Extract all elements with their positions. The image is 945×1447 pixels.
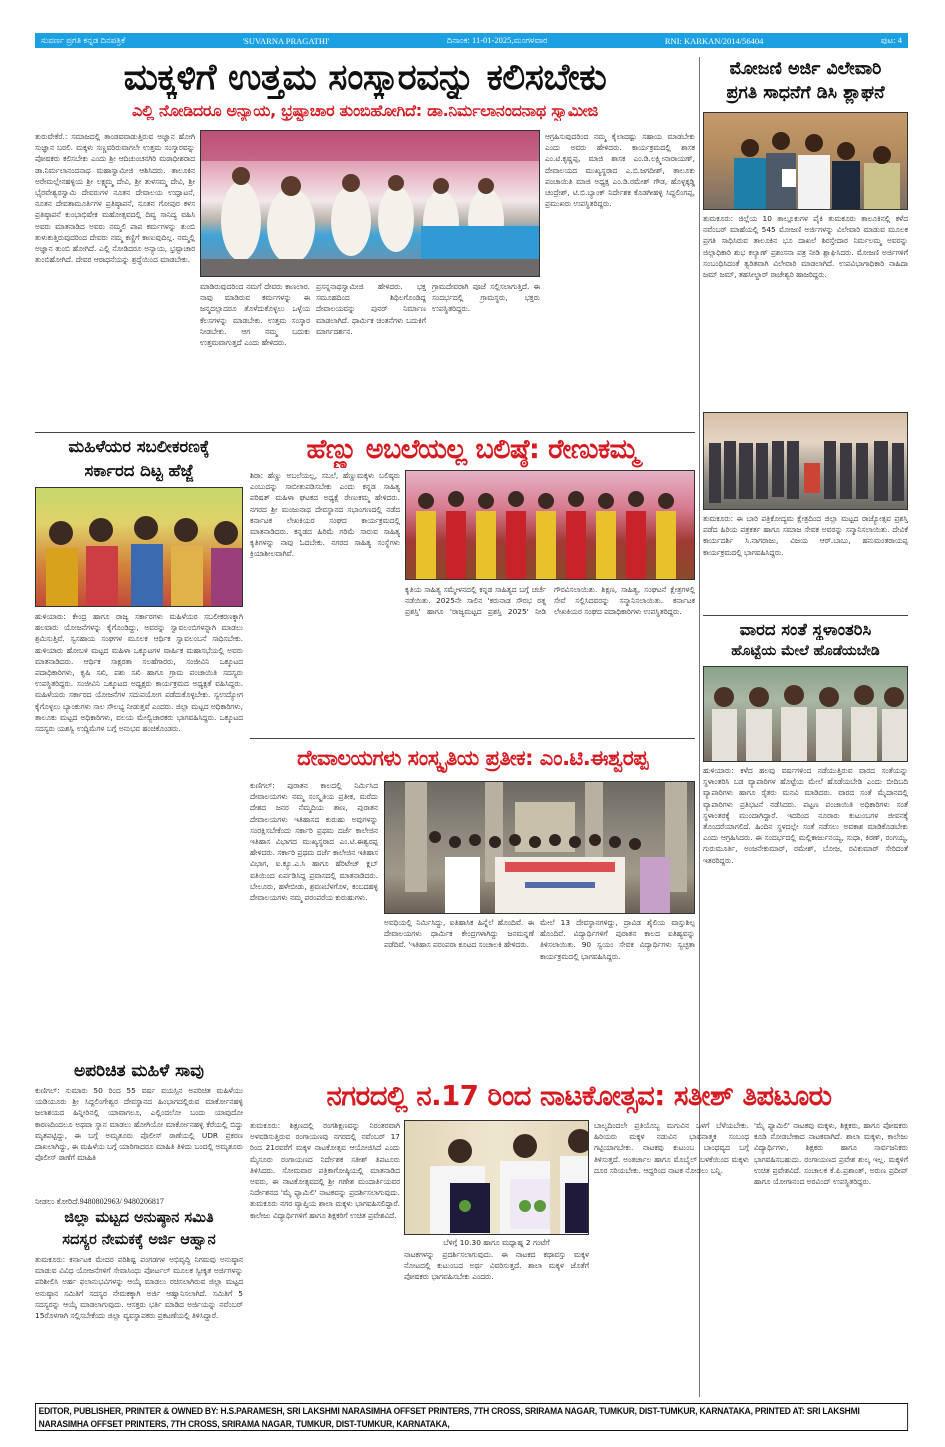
drama-headline: ನಗರದಲ್ಲಿ ನ.17 ರಿಂದ ನಾಟಕೋತ್ಸವ: ಸತೀಶ್ ತಿಪಟೂರು	[326, 1080, 832, 1112]
photo-crowd-icon	[704, 667, 908, 762]
felicitation-photo	[703, 412, 908, 510]
photo-awardees-icon	[406, 471, 695, 580]
drama-column-4: 'ಮೈ ಫ್ಯಾಮಿಲಿ' ನಾಟಕವು ಮಕ್ಕಳು, ಶಿಕ್ಷಕರು, ಹಾಗೂ ಪೋಷಕರು ಕೂಡಿ ನೋಡಬೇಕಾದ ನಾಟಕವಾಗಿದೆ. ಶಾಲಾ ಮಕ್ಕಳು, ಕಾಲೇಜು ವಿದ್ಯಾರ್ಥಿಗಳು, ಶಿಕ್ಷಕರು ಹಾಗೂ ಸಾರ್ವಜನಿಕರು ಭಾಗವಹಿಸಬಹುದು. ರಂಗಾಯಣದ ಪ್ರವೇಶ ಶುಲ್ಕ ಇಲ್ಲ. ಮಕ್ಕಳಿಗೆ ಉಚಿತ ಪ್ರವೇಶವಿದೆ. ಸಂಚಾಲಕ ಕೆ.ಪಿ.ಪ್ರಶಾಂತ್, ಅರುಣ ಪ್ರದೀಪ್ ಹಾಗೂ ಯೋಗಾನಂದ ಅರವಿಂದ್ ಉಪಸ್ಥಿತರಿದ್ದರು.	[754, 1121, 908, 1187]
masthead-title: 'SUVARNA PRAGATHI'	[242, 35, 330, 46]
photo-students-icon	[385, 782, 695, 914]
deputy-photo-certificate	[703, 112, 908, 210]
photo-women-icon	[36, 488, 243, 607]
renukamma-headline: ಹೆಣ್ಣು ಅಬಲೆಯಲ್ಲ ಬಲಿಷ್ಠೆ: ರೇಣುಕಮ್ಮ	[306, 434, 639, 465]
lead-column-5: ಆಗ್ರಹಿಸುವುದರಿಂದ ನಮ್ಮ ಕೈಲಾದಷ್ಟು ಸಹಾಯ ಮಾಡಬೇಕು ಎಂದು ಅವರು ಹೇಳಿದರು. ಕಾರ್ಯಕ್ರಮದಲ್ಲಿ ಶಾಸಕ ಎಂ.ಟಿ.ಕೃಷ್ಣಪ್ಪ, ಮಾಜಿ ಶಾಸಕ ಎಂ.ಡಿ.ಲಕ್ಷ್ಮೀನಾರಾಯಣ್, ದೇವಾಲಯದ ಮುಖ್ಯಸ್ಥರಾದ ಎ.ಬಿ.ಜಗದೀಶ್, ತಾಲೂಕು ಪಂಚಾಯಿತಿ ಮಾಜಿ ಅಧ್ಯಕ್ಷ ಎಂ.ಡಿ.ರಮೇಶ್ ಗೌಡ, ಹೊಳ್ಳಕ್ಕಡ್ಡಿ ಚಂದ್ರೇಶ್, ಟಿ.ಬಿ.ಬ್ಯಾಂಕ್ ನಿರ್ದೇಶಕ ಕೊಡಗೀಹಳ್ಳಿ ಸಿದ್ದಲಿಂಗಪ್ಪ, ಪ್ರಮುಖರು ಉಪಸ್ಥಿತರಿದ್ದರು.	[545, 132, 695, 209]
lead-column-3: ಪ್ರಸನ್ನನಾಥಸ್ವಾಮೀಜಿ ಹೇಳಿದರು. ಭಕ್ತ ಸಮೂಹದಿಂದ ಶಿಥಿಲಗೊಂಡಿದ್ದ ದೇವಾಲಯವನ್ನು ಪುನರ್ ನಿರ್ಮಾಣ ಮಾಡಲಾಗಿದೆ. ಧಾರ್ಮಿಕ ಚಿಂತನೆಗಳು ಬದುಕಿಗೆ ಮಾರ್ಗದರ್ಶನ.	[316, 282, 426, 336]
unknown-woman-contact: ನೀಡಲು ಕೋರಿದೆ.9480802963/ 9480206817	[35, 1197, 164, 1206]
santhe-photo-protest	[703, 666, 908, 762]
santhe-headline-line1: ವಾರದ ಸಂತೆ ಸ್ಥಳಾಂತರಿಸಿ	[739, 620, 872, 639]
committee-headline-line2: ಸದಸ್ಯರ ನೇಮಕಕ್ಕೆ ಅರ್ಜಿ ಆಹ್ವಾನ	[62, 1232, 216, 1248]
masthead-bar	[35, 33, 908, 48]
masthead-rni: RNI: KARKAN/2014/56404	[664, 35, 764, 46]
lead-photo-seer-stage	[200, 130, 540, 277]
unknown-woman-text: ಕುಣಿಗಲ್: ಸುಮಾರು 50 ರಿಂದ 55 ವರ್ಷ ವಯಸ್ಸಿನ ಅಪರಿಚಿತ ಮಹಿಳೆಯು ಯಡಿಯೂರು ಶ್ರೀ ಸಿದ್ದಲಿಂಗೇಶ್ವರ ದೇವಸ್ಥಾನದ ಹಿಂಭಾಗದಲ್ಲಿರುವ ಮಾರ್ಕೋನಹಳ್ಳಿ ಜಲಾಶಯದ ಹಿನ್ನೀರಿನಲ್ಲಿ ಯಾವಾಗಲೂ, ಎಲ್ಲಿಂದಲೋ ಬಂದು ಯಾವುದೋ ಕಾರಣದಿಂದಲೂ ಅಥವಾ ಸ್ನಾನ ಮಾಡಲು ಹೋಗಿಯೋ ಮಾರ್ಕೋನಹಳ್ಳಿ ಕೆರೆಯಲ್ಲಿ ಬಿದ್ದು ಮೃತಪಟ್ಟಿದ್ದು, ಈ ಬಗ್ಗೆ ಅಮೃತೂರು ಪೊಲೀಸ್ ಠಾಣೆಯಲ್ಲಿ UDR ಪ್ರಕರಣ ದಾಖಲಾಗಿದ್ದು, ಈ ಮಹಿಳೆಯ ಬಗ್ಗೆ ಯಾರಿಗಾದರೂ ಮಾಹಿತಿ ತಿಳಿದು ಬಂದಲ್ಲಿ ಅಮೃತೂರು ಪೊಲೀಸ್ ಠಾಣೆಗೆ ಮಾಹಿತಿ	[35, 1086, 243, 1163]
footer-imprint: EDITOR, PUBLISHER, PRINTER & OWNED BY: H.S.PARAMESH, SRI LAKSHMI NARASIMHA OFFSET PRINTERS, 7TH CROSS, SRIRAMA NAGAR, TUMKUR, DIST-TUMKUR, KARNATAKA, PRINTED AT: SRI LAKSHMI NARASIMHA OFFSET PRINTERS, 7TH CROSS, SRIRAMA NAGAR, TUMKUR, DIST-TUMKUR, KARNATAKA,	[35, 1403, 908, 1431]
drama-column-3: ಬಾಲ್ಯದಿಂದಲೇ ಪ್ರತಿಯೊಬ್ಬ ಮಗುವಿನ ಒಳಗೆ ಬೆಳೆಯಬೇಕು. ಹಿರಿಯರು ಮಕ್ಕಳ ನಡುವಿನ ಭಾವನಾತ್ಮಕ ಸಂಬಂಧ ಗಟ್ಟಿಯಾಗಬೇಕು. ನಾಟಕವು ಕುಟುಂಬ ಬಾಂಧವ್ಯದ ಬಗ್ಗೆ ತಿಳಿಸುತ್ತದೆ. ಅಂತರ್ಜಾಲ ಹಾಗೂ ಮೊಬೈಲ್ ಬಳಕೆಯಿಂದ ಮಕ್ಕಳು ದೂರ ಸರಿಯಬೇಕು. ಆದ್ದರಿಂದ ನಾಟಕ ನೋಡಲು ಬನ್ನಿ.	[594, 1121, 749, 1175]
section-divider	[703, 615, 908, 616]
lead-column-1: ತುರುವೇಕೆರೆ.: ಸಮಾಜದಲ್ಲಿ ತಾಂಡವವಾಡುತ್ತಿರುವ ಅಜ್ಞಾನ ಹೋಗಿ ಸುಜ್ಞಾನ ಬರಲಿ. ಮಕ್ಕಳು ಸಣ್ಣವರಿರುವಾಗಲೇ ಉತ್ತಮ ಸಂಸ್ಕಾರವನ್ನು ಪೋಷಕರು ಕಲಿಸಬೇಕು ಎಂದು ಶ್ರೀ ಆದಿಚುಂಚನಗಿರಿ ಮಠಾಧೀಶರಾದ ಡಾ.ನಿರ್ಮಲಾನಂದನಾಥ ಮಹಾಸ್ವಾಮೀಜಿ ಆಶಿಸಿದರು. ತಾಲೂಕಿನ ಅರೇಮಲ್ಲೇನಹಳ್ಳಿಯ ಶ್ರೀ ಲಕ್ಷ್ಮಮ್ಮ ದೇವಿ, ಶ್ರೀ ತುಳಸಮ್ಮ ದೇವಿ, ಶ್ರೀ ಭೈರವೇಶ್ವರಸ್ವಾಮಿ ದೇವರುಗಳ ನೂತನ ದೇವಾಲಯ ಉದ್ಘಾಟನೆ, ನೂತನ ದೇವತಾಮೂರ್ತಿಗಳ ಪ್ರತಿಷ್ಠಾಪನೆ, ನೂತನ ಗೋಪುರ ಕಳಸ ಪ್ರತಿಷ್ಠಾಪನೆ ಕುಂಭಾಭಿಷೇಕ ಮಹೋತ್ಸವದಲ್ಲಿ ದಿವ್ಯ ಸಾನಿದ್ಯ ವಹಿಸಿ ಅವರು ಮಾತನಾಡಿದ ಅವರು ನಮ್ಮಲಿ ಪಾಪ ಕರ್ಮಗಳನ್ನು ತುಂಬಿ ತುಳುಕುತ್ತಿರುವುದರಿಂದ ದೇವರು ನಮ್ಮ ಕಣ್ಣಿಗೆ ಕಾಣುವುದಿಲ್ಲ. ನಮ್ಮಲ್ಲಿ ಅಜ್ಞಾನ ತುಂಬಿ ಹೋಗಿದೆ. ಎಲ್ಲಿ ನೋಡಿದರೂ ಅನ್ಯಾಯ, ಭ್ರಷ್ಟಾಚಾರ ತುಂಬಿಹೋಗಿದೆ. ದೇವರ ಆರಾಧನೆಯನ್ನು ಶ್ರದ್ಧೆಯಿಂದ ಮಾಡಬೇಕು.	[35, 132, 195, 265]
lead-headline: ಮಕ್ಕಳಿಗೆ ಉತ್ತಮ ಸಂಸ್ಕಾರವನ್ನು ಕಲಿಸಬೇಕು	[123, 57, 607, 98]
renukamma-column-2: ಕೃತಿಯ ಸಾಹಿತ್ಯ ಸಮ್ಮೇಳನದಲ್ಲಿ ಕನ್ನಡ ಸಾಹಿತ್ಯದ ಬಗ್ಗೆ ಚರ್ಚೆ ನಡೆಯಿತು. 2025ನೇ ಸಾಲಿನ 'ಕರುನಾಡ ಸೌರಭ ರತ್ನ ಪ್ರಶಸ್ತಿ' ಹಾಗೂ 'ರಾಜ್ಯಮಟ್ಟದ ಪ್ರಶಸ್ತಿ 2025' ನೀಡಿ ಗೌರವಿಸಲಾಯಿತು. ಶಿಕ್ಷಣ, ಸಾಹಿತ್ಯ, ಸಂಘಟನೆ ಕ್ಷೇತ್ರಗಳಲ್ಲಿ ಸೇವೆ ಸಲ್ಲಿಸಿದವರನ್ನು ಸನ್ಮಾನಿಸಲಾಯಿತು. ಕರ್ನಾಟಕ ಲೇಖಕಿಯರ ಸಂಘದ ಪದಾಧಿಕಾರಿಗಳು ಉಪಸ್ಥಿತರಿದ್ದರು.	[405, 585, 695, 617]
section-divider	[250, 738, 695, 739]
masthead-page-number: ಪುಟ: 4	[880, 35, 902, 45]
women-headline-line1: ಮಹಿಳೆಯರ ಸಬಲೀಕರಣಕ್ಕೆ	[68, 437, 210, 456]
masthead-paper-name: ಸುವರ್ಣ ಪ್ರಗತಿ ಕನ್ನಡ ದಿನಪತ್ರಿಕೆ	[41, 35, 126, 45]
committee-article-text: ತುಮಕೂರು: ಕರ್ನಾಟಕ ಮೇದರ ಪರಿಶಿಷ್ಟ ಪಂಗಡಗಳ ಅಭಿವೃದ್ಧಿ ನಿಗಮವು ಅನುಷ್ಠಾನ ಮಾಡುವ ವಿವಿಧ ಯೋಜನೆಗಳಿಗೆ ಸೇವಾಸಿಂಧು ಪೋರ್ಟಲ್ ಮೂಲಕ ಸ್ವೀಕೃತ ಅರ್ಜಿಗಳನ್ನು ಪರಿಶೀಲಿಸಿ ಅರ್ಹ ಫಲಾನುಭವಿಗಳನ್ನು ಆಯ್ಕೆ ಮಾಡಲು ರಚಿಸಲಾಗಿರುವ ಜಿಲ್ಲಾ ಮಟ್ಟದ ಅನುಷ್ಠಾನ ಸಮಿತಿಗೆ ಸದಸ್ಯರ ನೇಮಕಕ್ಕಾಗಿ ಅರ್ಜಿ ಆಹ್ವಾನಿಸಲಾಗಿದೆ. ಸಮಿತಿಗೆ 5 ಸದಸ್ಯರನ್ನು ಆಯ್ಕೆ ಮಾಡಲಾಗುವುದು. ಆಸಕ್ತರು ಭರ್ತಿ ಮಾಡಿದ ಅರ್ಜಿಯನ್ನು ನವೆಂಬರ್ 15ರೊಳಗಾಗಿ ಸಲ್ಲಿಸಬೇಕೆಂದು ಜಿಲ್ಲಾ ವ್ಯವಸ್ಥಾಪಕರು ಪ್ರಕಟಣೆಯಲ್ಲಿ ತಿಳಿಸಿದ್ದಾರೆ.	[35, 1255, 243, 1321]
felicitation-text: ತುಮಕೂರು: ಈ ಬಾರಿ ಪತ್ರಿಕೋದ್ಯಮ ಕ್ಷೇತ್ರದಿಂದ ಜಿಲ್ಲಾ ಮಟ್ಟದ ರಾಜ್ಯೋತ್ಸವ ಪ್ರಶಸ್ತಿ ಪಡೆದ ಹಿರಿಯ ಪತ್ರಕರ್ತ ಹಾಗೂ ಸಮಾಜ ಸೇವಕ ಅವರನ್ನು ಸನ್ಮಾನಿಸಲಾಯಿತು. ದೇವಿಕೆ ಕಾರ್ಯದರ್ಶಿ ಸಿ.ನಾಗರಾಜು, ವಿಜಯ ಆರ್.ಬಾಬು, ಹನುಮಂತರಾಯಪ್ಪ ಕಾರ್ಯಕ್ರಮದಲ್ಲಿ ಭಾಗವಹಿಸಿದ್ದರು.	[703, 514, 908, 557]
renukamma-column-1: ಶಿರಾ: ಹೆಣ್ಣು ಅಬಲೆಯಲ್ಲ, ಸಬಲೆ, ಹೆಣ್ಣುಮಕ್ಕಳು ಬಲಿಷ್ಠರು ಎಂಬುದನ್ನು ಸಾಬೀತುಪಡಿಸಬೇಕು ಎಂದು ಕನ್ನಡ ಸಾಹಿತ್ಯ ಪರಿಷತ್ ಮಹಿಳಾ ಘಟಕದ ಅಧ್ಯಕ್ಷೆ ರೇಣುಕಮ್ಮ ಹೇಳಿದರು. ನಗರದ ಶ್ರೀ ಮಂಜುನಾಥ ದೇವಸ್ಥಾನದ ಸಭಾಂಗಣದಲ್ಲಿ ನಡೆದ ಕರ್ನಾಟಕ ಲೇಖಕಿಯರ ಸಂಘದ ಕಾರ್ಯಕ್ರಮದಲ್ಲಿ ಮಾತನಾಡಿದರು. ಕನ್ನಡದ ಹಿರಿಮೆ ಗರಿಮೆ ಸಾರುವ ಸಾಹಿತ್ಯ ಕೃತಿಗಳನ್ನು ನಾವು ಓದಬೇಕು. ನಗರದ ಸಾಹಿತ್ಯ ಸಂಸ್ಥೆಗಳು ಕ್ರಿಯಾಶೀಲವಾಗಿವೆ.	[250, 471, 400, 559]
drama-column-2: ನಾಟಕಗಳನ್ನು ಪ್ರದರ್ಶಿಸಲಾಗುವುದು. ಈ ನಾಟಕದ ಕಥಾವಸ್ತು ಮಕ್ಕಳ ನೋಟದಲ್ಲಿ ಕುಟುಂಬದ ಅರ್ಥ ವಿವರಿಸುತ್ತದೆ. ಶಾಲಾ ಮಕ್ಕಳ ಜೊತೆಗೆ ಪೋಷಕರು ಭಾಗವಹಿಸಬೇಕು ಎಂದರು.	[404, 1250, 589, 1282]
masthead-date: ದಿನಾಂಕ: 11-01-2025,ಮಂಗಳವಾರ	[446, 35, 548, 45]
deputy-article-text: ತುಮಕೂರು: ಜಿಲ್ಲೆಯ 10 ತಾಲ್ಲೂಕುಗಳ ಪೈಕಿ ತುಮಕೂರು ತಾಲೂಕಿನಲ್ಲಿ ಕಳೆದ ನವೆಂಬರ್ ಮಾಹೆಯಲ್ಲಿ 545 ಮೋಜಣಿ ಅರ್ಜಿಗಳನ್ನು ವಿಲೇವಾರಿ ಮಾಡುವ ಮೂಲಕ ಪ್ರಗತಿ ಸಾಧಿಸಿರುವ ತಾಲೂಕಿನ ಭೂ ದಾಖಲೆ ಶಿರಸ್ತೇದಾರ ನಿರ್ಮಲಮ್ಮ ಅವರನ್ನು ಜಿಲ್ಲಾಧಿಕಾರಿ ಶುಭ ಕಲ್ಯಾಣ್ ಪ್ರಶಂಸನಾ ಪತ್ರ ನೀಡಿ ಶ್ಲಾಘಿಸಿದರು. ಮೋಜಣಿ ಅರ್ಜಿಗಳಿಗೆ ಸಂಬಂಧಿಸಿದಂತೆ ತ್ವರಿತವಾಗಿ ವಿಲೇವಾರಿ ಮಾಡಲಾಗಿದೆ. ಉಪವಿಭಾಗಾಧಿಕಾರಿ ನಾಹಿದಾ ಜಮ್ ಜಮ್, ತಹಸೀಲ್ದಾರ್ ರಾಜೇಶ್ವರಿ ಹಾಜರಿದ್ದರು.	[703, 214, 908, 280]
renukamma-photo-award	[405, 470, 695, 580]
drama-column-1: ತುಮಕೂರು: ಶಿಕ್ಷಣದಲ್ಲಿ ರಂಗಶಿಕ್ಷಣವನ್ನು ನಿರಂತರವಾಗಿ ಅಳವಡಿಸುತ್ತಿರುವ ರಂಗಾಯಣವು ನಗರದಲ್ಲಿ ನವೆಂಬರ್ 17 ರಿಂದ 21ರವರೆಗೆ ಮಕ್ಕಳ ನಾಟಕೋತ್ಸವ ಆಯೋಜಿಸಿದೆ ಎಂದು ಮೈಸೂರು ರಂಗಾಯಣದ ನಿರ್ದೇಶಕ ಸತೀಶ್ ತಿಪಟೂರು ತಿಳಿಸಿದರು. ಸೋಮವಾರ ಪತ್ರಿಕಾಗೋಷ್ಠಿಯಲ್ಲಿ ಮಾತನಾಡಿದ ಅವರು, ಈ ನಾಟಕೋತ್ಸವದಲ್ಲಿ ಶ್ರೀ ಗಣೇಶ ಮಂದಾರ್ತಿಯವರ ನಿರ್ದೇಶನದ 'ಮೈ ಫ್ಯಾಮಿಲಿ' ನಾಟಕವನ್ನು ಪ್ರದರ್ಶಿಸಲಾಗುವುದು. ತುಮಕೂರು ನಗರ ವ್ಯಾಪ್ತಿಯ ಶಾಲಾ ಮಕ್ಕಳು ಭಾಗವಹಿಸಲಿದ್ದಾರೆ. ಕಾಲೇಜು ವಿದ್ಯಾರ್ಥಿಗಳಿಗೆ ಹಾಗೂ ಶಿಕ್ಷಕರಿಗೆ ಉಚಿತ ಪ್ರವೇಶವಿದೆ.	[250, 1121, 400, 1220]
committee-headline-line1: ಜಿಲ್ಲಾ ಮಟ್ಟದ ಅನುಷ್ಠಾನ ಸಮಿತಿ	[64, 1210, 214, 1226]
temples-headline: ದೇವಾಲಯಗಳು ಸಂಸ್ಕೃತಿಯ ಪ್ರತೀಕ: ಎಂ.ಟಿ.ಈಶ್ವರಪ್ಪ	[297, 746, 648, 770]
temples-column-3: ಮೇಲೆ 13 ದೇವಸ್ಥಾನಗಳಿದ್ದು, ದ್ರಾವಿಡ ಶೈಲಿಯ ವಾಸ್ತುಶಿಲ್ಪ ಹೊಂದಿವೆ. ವಿದ್ಯಾರ್ಥಿಗಳಿಗೆ ಪುರಾತನ ಕಾಲದ ಐತಿಹ್ಯವನ್ನು ತಿಳಿಸಲಾಯಿತು. 90 ಸ್ವಯಂ ಸೇವಕ ವಿದ್ಯಾರ್ಥಿಗಳು ಸ್ವಚ್ಛತಾ ಕಾರ್ಯಕ್ರಮದಲ್ಲಿ ಭಾಗವಹಿಸಿದ್ದರು.	[540, 918, 695, 961]
photo-people-icon	[201, 131, 540, 277]
deputy-headline-line1: ಮೋಜಣಿ ಅರ್ಜಿ ವಿಲೇವಾರಿ	[729, 59, 882, 79]
santhe-article-text: ಹುಳಿಯಾರು: ಕಳೆದ ಹಲವು ವರ್ಷಗಳಿಂದ ನಡೆಯುತ್ತಿರುವ ವಾರದ ಸಂತೆಯನ್ನು ಸ್ಥಳಾಂತರಿಸಿ ಬಡ ವ್ಯಾಪಾರಿಗಳ ಹೊಟ್ಟೆಯ ಮೇಲೆ ಹೊಡೆಯಬೇಡಿ ಎಂದು ಬೀದಿಬದಿ ವ್ಯಾಪಾರಿಗಳು ಹಾಗೂ ರೈತರು ಮನವಿ ಮಾಡಿದರು. ವಾರದ ಸಂತೆ ಮೈದಾನದಲ್ಲಿ ವ್ಯಾಪಾರಿಗಳು ಪ್ರತಿಭಟನೆ ನಡೆಸಿದರು. ಪಟ್ಟಣ ಪಂಚಾಯಿತಿ ಅಧಿಕಾರಿಗಳು ಸಂತೆ ಸ್ಥಳಾಂತರಕ್ಕೆ ಮುಂದಾಗಿದ್ದಾರೆ. ಇದರಿಂದ ನೂರಾರು ಕುಟುಂಬಗಳ ಜೀವನಕ್ಕೆ ತೊಂದರೆಯಾಗಲಿದೆ. ಹಿಂದಿನ ಸ್ಥಳದಲ್ಲೇ ಸಂತೆ ನಡೆಸಲು ಅವಕಾಶ ಮಾಡಿಕೊಡಬೇಕು ಎಂದು ಆಗ್ರಹಿಸಿದರು. ಈ ಸಂದರ್ಭದಲ್ಲಿ ಮಲ್ಲಿಕಾರ್ಜುನಯ್ಯ, ಸುಧಾ, ಕಿರಣ್, ರಂಗಯ್ಯ, ಗುರುಮೂರ್ತಿ, ಅಂಜನೇಕುಮಾರ್, ರಮೇಶ್, ಬೋಜ, ರವಿಕುಮಾರ್ ಸೇರಿದಂತೆ ಇತರರಿದ್ದರು.	[703, 766, 908, 865]
drama-photo-caption: ಬೆಳಿಗ್ಗೆ 10.30 ಹಾಗೂ ಮಧ್ಯಾಹ್ನ 2 ಗಂಟೆಗೆ	[443, 1238, 550, 1247]
temples-photo-heritage-club	[384, 781, 695, 914]
drama-photo-poster-release	[404, 1120, 589, 1235]
santhe-headline-line2: ಹೊಟ್ಟೆಯ ಮೇಲೆ ಹೊಡೆಯಬೇಡಿ	[731, 643, 880, 659]
temples-column-2: ಅವಧಿಯಲ್ಲಿ ನಿರ್ಮಿಸಿದ್ದು, ಐತಿಹಾಸಿಕ ಹಿನ್ನೆಲೆ ಹೊಂದಿವೆ. ಈ ದೇವಾಲಯಗಳು ಧಾರ್ಮಿಕ ಕೇಂದ್ರಗಳಾಗಿದ್ದು ಜನಮನ್ನಣೆ ಪಡೆದಿವೆ. 'ಇತಿಹಾಸ ಪರಂಪರಾ ಕೂಟದ ಸಂಚಾಲಕಿ ಹೇಳಿದರು.	[384, 918, 534, 950]
women-article-text: ಹುಳಿಯಾರು: ಕೇಂದ್ರ ಹಾಗೂ ರಾಜ್ಯ ಸರ್ಕಾರಗಳು ಮಹಿಳೆಯರ ಸಬಲೀಕರಣಕ್ಕಾಗಿ ಹಲವಾರು ಯೋಜನೆಗಳನ್ನು ಕೈಗೊಂಡಿದ್ದು, ಅವರನ್ನು ಸ್ವಾವಲಂಬಿಗಳನ್ನಾಗಿ ಮಾಡಲು ಶ್ರಮಿಸುತ್ತಿವೆ. ಸ್ವಸಹಾಯ ಸಂಘಗಳ ಮೂಲಕ ಆರ್ಥಿಕ ಸ್ವಾವಲಂಬನೆ ಸಾಧಿಸಬೇಕು. ಹುಳಿಯಾರು ಹೋಬಳಿ ಮಟ್ಟದ ಮಹಿಳಾ ಒಕ್ಕೂಟಗಳ ವಾರ್ಷಿಕ ಮಹಾಸಭೆಯಲ್ಲಿ ಅವರು ಮಾತನಾಡಿದರು. ಆರ್ಥಿಕ ಸಾಕ್ಷರತಾ ಸಲಹೆಗಾರರು, ಸಂಜೀವಿನಿ ಒಕ್ಕೂಟದ ಪದಾಧಿಕಾರಿಗಳು, ಕೃಷಿ ಸಖಿ, ಪಶು ಸಖಿ ಹಾಗೂ ಗ್ರಾಮ ಪಂಚಾಯಿತಿ ಸದಸ್ಯರು ಉಪಸ್ಥಿತರಿದ್ದರು. ಸಂಜೀವಿನಿ ಒಕ್ಕೂಟದ ಅಧ್ಯಕ್ಷರು ಕಾರ್ಯಕ್ರಮದ ಅಧ್ಯಕ್ಷತೆ ವಹಿಸಿದ್ದರು. ಮಹಿಳೆಯರು ಸರ್ಕಾರದ ಯೋಜನೆಗಳ ಸದುಪಯೋಗ ಪಡೆದುಕೊಳ್ಳಬೇಕು. ಸ್ವಉದ್ಯೋಗ ಕೈಗೊಳ್ಳಲು ಬ್ಯಾಂಕುಗಳು ಸಾಲ ಸೌಲಭ್ಯ ನೀಡುತ್ತವೆ ಎಂದರು. ಜಿಲ್ಲಾ ಮಟ್ಟದ ಅಧಿಕಾರಿಗಳು, ತಾಲೂಕು ಮಟ್ಟದ ಅಧಿಕಾರಿಗಳು, ವಲಯ ಮೇಲ್ವಿಚಾರಕರು ಭಾಗವಹಿಸಿದ್ದರು. ಒಕ್ಕೂಟದ ಸದಸ್ಯರು ಯಶಸ್ವಿ ಉದ್ದಿಮೆಗಳ ಬಗ್ಗೆ ಅನುಭವ ಹಂಚಿಕೊಂಡರು.	[35, 612, 243, 734]
deputy-headline-line2: ಪ್ರಗತಿ ಸಾಧನೆಗೆ ಡಿಸಿ ಶ್ಲಾಘನೆ	[726, 83, 885, 103]
lead-column-2: ಮಾಡಿರುವುದರಿಂದ ನಮಗೆ ದೇವರು ಕಾಣಲಾರ. ನಾವು ಮಾಡಿರುವ ಕರ್ಮಗಳನ್ನು ಈ ಜನ್ಮದಲ್ಲಾದರೂ ತೊಳೆದುಕೊಳ್ಳಲು ಒಳ್ಳೆಯ ಕೆಲಸಗಳನ್ನು ಮಾಡಬೇಕು. ಉತ್ತಮ ಸಂಸ್ಕಾರ ನೀಡಬೇಕು. ಆಗ ನಮ್ಮ ಬದುಕು ಉತ್ತಮವಾಗುತ್ತದೆ ಎಂದು ಹೇಳಿದರು.	[200, 282, 310, 348]
unknown-woman-headline: ಅಪರಿಚಿತ ಮಹಿಳೆ ಸಾವು	[74, 1061, 204, 1081]
women-photo-meeting	[35, 487, 243, 607]
temples-column-1: ಕುಣಿಗಲ್: ಪುರಾತನ ಕಾಲದಲ್ಲಿ ನಿರ್ಮಿಸಿದ ದೇವಾಲಯಗಳು ನಮ್ಮ ಸಂಸ್ಕೃತಿಯ ಪ್ರತೀಕ, ಮರೆದು ದೇಶದ ಜನರ ನೆಮ್ಮದಿಯ ತಾಣ, ಪುರಾತನ ದೇವಾಲಯಗಳು ಇತಿಹಾಸದ ಕುರುಹು ಅವುಗಳನ್ನು ಸಂರಕ್ಷಿಸಬೇಕೆಂದು ಸರ್ಕಾರಿ ಪ್ರಥಮ ದರ್ಜೆ ಕಾಲೇಜಿನ ಇತಿಹಾಸ ವಿಭಾಗದ ಮುಖ್ಯಸ್ಥರಾದ ಎಂ.ಟಿ.ಈಶ್ವರಪ್ಪ ಹೇಳಿದರು. ಸರ್ಕಾರಿ ಪ್ರಥಮ ದರ್ಜೆ ಕಾಲೇಜಿನ ಇತಿಹಾಸ ವಿಭಾಗ, ಐ.ಕ್ಯೂ.ಎ.ಸಿ ಹಾಗೂ ಹೆರಿಟೇಜ್ ಕ್ಲಬ್ ವತಿಯಿಂದ ಏರ್ಪಡಿಸಿದ್ದ ಪ್ರವಾಸದಲ್ಲಿ ಮಾತನಾಡಿದರು. ಬೇಲೂರು, ಹಳೇಬೀಡು, ಶ್ರವಣಬೆಳಗೊಳ, ಕಂಬದಹಳ್ಳಿ ದೇವಾಲಯಗಳು ನಮ್ಮ ಪರಂಪರೆಯ ಕುರುಹುಗಳು.	[250, 781, 378, 903]
lead-column-4: ಗ್ರಾಮದೇವರಾಗಿ ಪೂಜೆ ಸಲ್ಲಿಸಲಾಗುತ್ತಿದೆ. ಈ ಸಂದರ್ಭದಲ್ಲಿ ಗ್ರಾಮಸ್ಥರು, ಭಕ್ತರು ಉಪಸ್ಥಿತರಿದ್ದರು.	[432, 282, 540, 314]
photo-group-icon	[704, 413, 908, 510]
lead-subheadline: ಎಲ್ಲಿ ನೋಡಿದರೂ ಅನ್ಯಾಯ, ಭ್ರಷ್ಟಾಚಾರ ತುಂಬಿಹೋಗಿದೆ: ಡಾ.ನಿರ್ಮಲಾನಂದನಾಥ ಸ್ವಾಮೀಜಿ	[132, 101, 598, 120]
photo-poster-icon	[405, 1121, 589, 1235]
photo-officials-icon	[704, 113, 908, 210]
women-headline-line2: ಸರ್ಕಾರದ ದಿಟ್ಟ ಹೆಜ್ಜೆ	[84, 461, 194, 480]
